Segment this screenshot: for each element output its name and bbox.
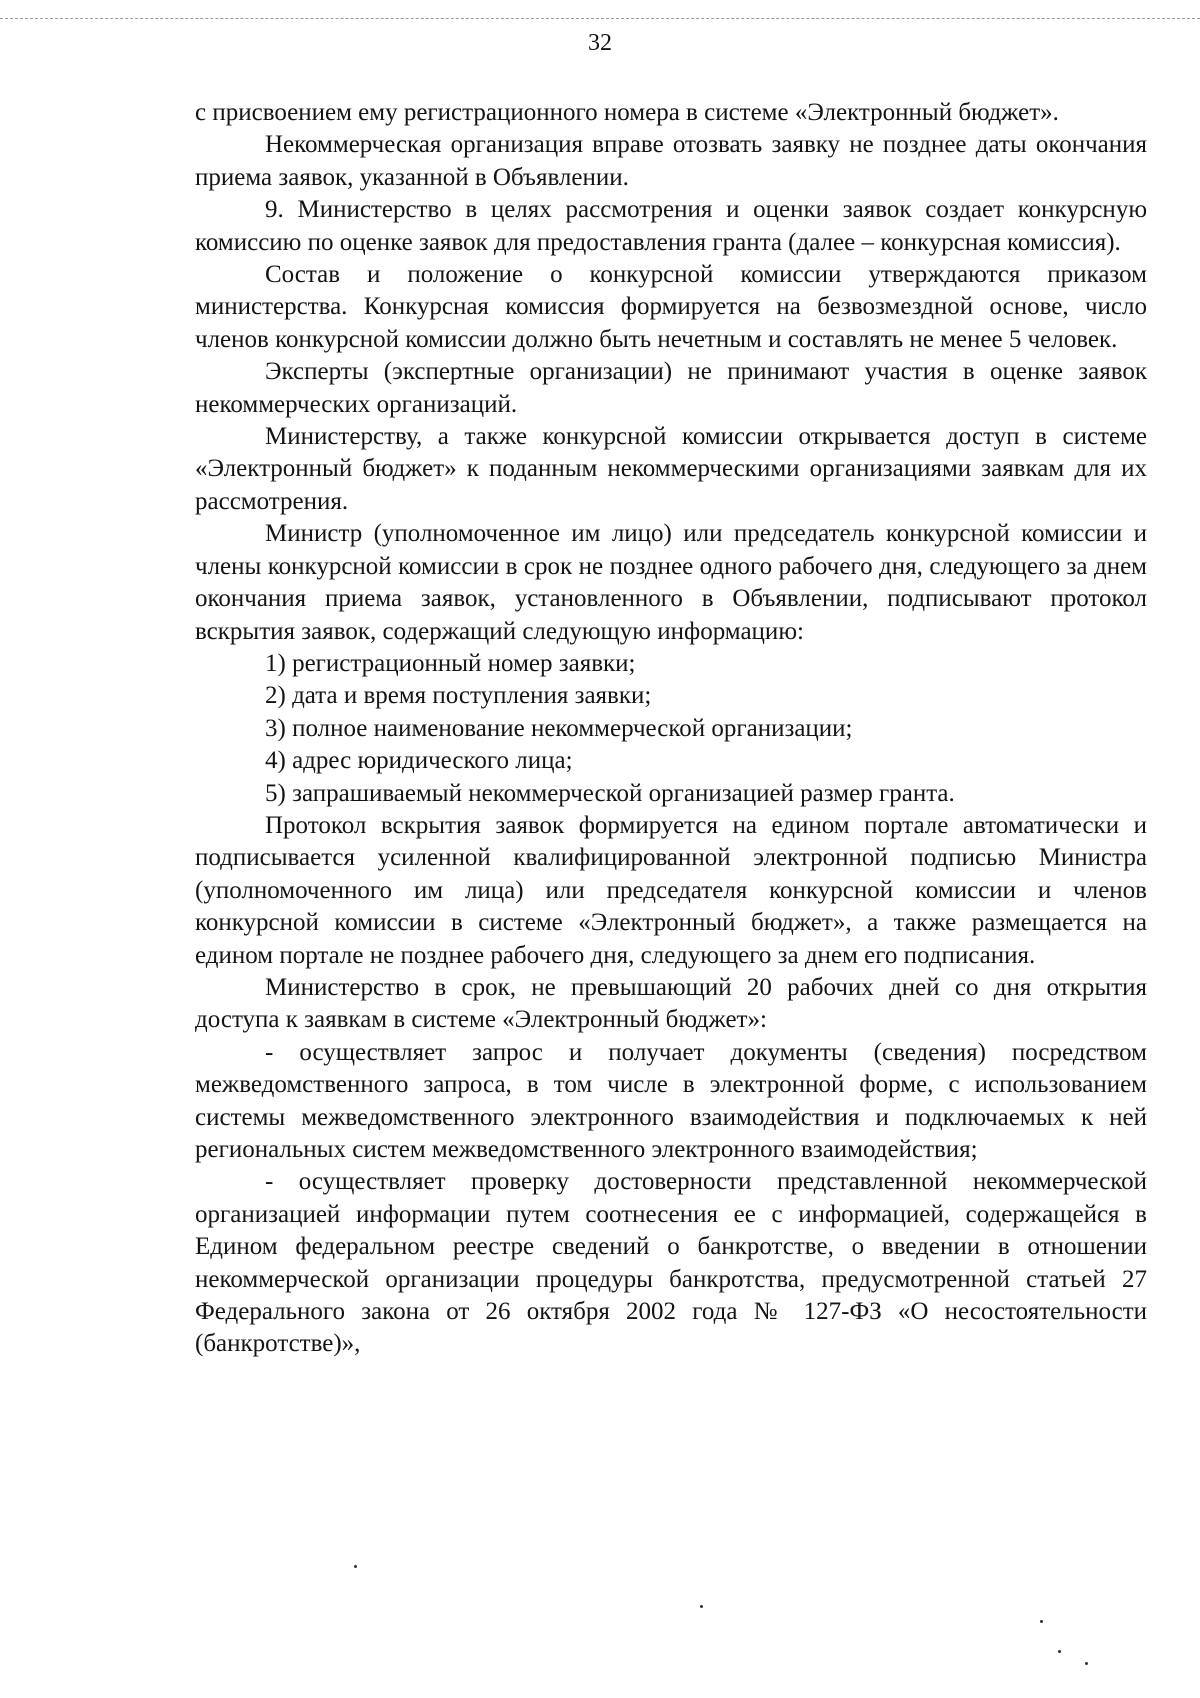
scan-speck (700, 1605, 703, 1608)
list-item-5: 5) запрашиваемый некоммерческой организацией размер гранта. (265, 779, 955, 807)
list-item-4: 4) адрес юридического лица; (265, 747, 573, 775)
scan-speck (354, 1565, 357, 1568)
paragraph-5: Эксперты (экспертные организации) не принимают участия в оценке заявок некоммерческих организаций. (195, 358, 1147, 418)
list-item-1: 1) регистрационный номер заявки; (265, 649, 636, 677)
scan-speck (1058, 1650, 1061, 1653)
paragraph-4: Состав и положение о конкурсной комиссии утверждаются приказом министерства. Конкурсная комиссия формируется на безвозмездной основе, число членов конкурсной комиссии должно быть нечетным и составлять не менее 5 человек. (195, 261, 1147, 353)
paragraph-8: Протокол вскрытия заявок формируется на едином портале автоматически и подписывается усиленной квалифицированной электронной подписью Министра (уполномоченного им лица) или председателя конкурсной комиссии и членов конкурсной комиссии в системе «Электронный бюджет», а также размещается на едином портале не позднее рабочего дня, следующего за днем его подписания. (195, 811, 1147, 969)
document-body (195, 97, 1147, 1361)
paragraph-7: Министр (уполномоченное им лицо) или председатель конкурсной комиссии и члены конкурсной комиссии в срок не позднее одного рабочего дня, следующего за днем окончания приема заявок, установленного в Объявлении, подписывают протокол вскрытия заявок, содержащий следующую информацию: (195, 520, 1147, 645)
paragraph-2: Некоммерческая организация вправе отозвать заявку не позднее даты окончания приема заявок, указанной в Объявлении. (195, 131, 1147, 191)
bullet-item-1: - осуществляет запрос и получает документы (сведения) посредством межведомственного запроса, в том числе в электронной форме, с использованием системы межведомственного электронного взаимодействия и подключаемых к ней региональных систем межведомственного электронного взаимодействия; (195, 1038, 1147, 1163)
scan-edge-line (0, 18, 1200, 19)
paragraph-1: с присвоением ему регистрационного номера в системе «Электронный бюджет». (195, 99, 1059, 126)
paragraph-9: Министерство в срок, не превышающий 20 рабочих дней со дня открытия доступа к заявкам в системе «Электронный бюджет»: (195, 973, 1147, 1034)
bullet-item-2: - осуществляет проверку достоверности представленной некоммерческой организацией информации путем соотнесения ее с информацией, содержащейся в Едином федеральном реестре сведений о банкротстве, о введении в отношении некоммерческой организации процедуры банкротства, предусмотренной статьей 27 Федерального закона от 26 октября 2002 года № 127-ФЗ «О несостоятельности (банкротстве)», (195, 1168, 1147, 1358)
list-item-3: 3) полное наименование некоммерческой организации; (265, 714, 853, 742)
page-number: 32 (588, 30, 612, 56)
scan-speck (1040, 1620, 1043, 1623)
list-item-2: 2) дата и время поступления заявки; (265, 682, 652, 710)
scan-speck (1085, 1662, 1088, 1665)
paragraph-3: 9. Министерство в целях рассмотрения и оценки заявок создает конкурсную комиссию по оценке заявок для предоставления гранта (далее – конкурсная комиссия). (195, 196, 1147, 256)
paragraph-6: Министерству, а также конкурсной комиссии открывается доступ в системе «Электронный бюджет» к поданным некоммерческими организациями заявкам для их рассмотрения. (195, 423, 1147, 515)
